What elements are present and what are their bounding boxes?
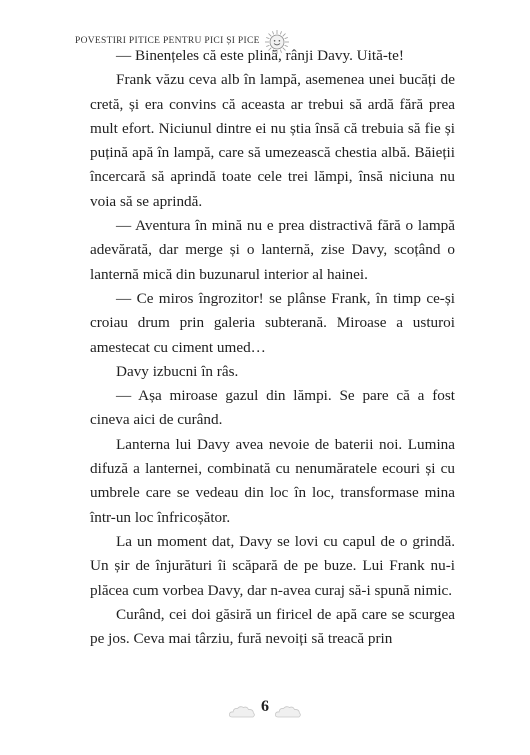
cloud-icon [228, 704, 256, 720]
paragraph: Curând, cei doi găsiră un firicel de apă care se scurgea pe jos. Ceva mai târziu, fură nevoiți să treacă prin [90, 605, 455, 648]
paragraph: Frank văzu ceva alb în lampă, asemenea unei bucăți de cretă, și era convins că aceasta ar trebui să ardă fără prea mult efort. Niciunul dintre ei nu știa însă că trebuia să fie și puțină apă în lampă, care să umezească chestia albă. Băieții încercară să aprindă toate cele trei lămpi, însă niciuna nu voia să se aprindă. [90, 71, 455, 210]
paragraph: La un moment dat, Davy se lovi cu capul de o grindă. Un șir de înjurături îi scăpară de pe buze. Lui Frank nu-i plăcea cum vorbea Davy, dar n-avea curaj să-i spună nimic. [90, 532, 455, 599]
paragraph: — Așa miroase gazul din lămpi. Se pare că a fost cineva aici de curând. [90, 387, 455, 429]
paragraph: — Aventura în mină nu e prea distractivă fără o lampă adevărată, dar merge și o lanternă, zise Davy, scoțând o lanternă mică din buzunarul interior al hainei. [90, 217, 455, 283]
paragraph: Lanterna lui Davy avea nevoie de baterii noi. Lumina difuză a lanternei, combinată cu nenumăratele ecouri și cu umbrele care se vedeau din loc în loc, transformase mina într-un loc înfricoșător. [90, 435, 455, 526]
book-title: POVESTIRI PITICE PENTRU PICI ȘI PICE [75, 36, 260, 46]
body-text [90, 44, 455, 651]
cloud-icon [274, 704, 302, 720]
page-number: 6 [261, 698, 269, 715]
paragraph: — Binențeles că este plină, rânji Davy. Uită-te! [116, 47, 404, 64]
paragraph: Davy izbucni în râs. [116, 362, 239, 380]
paragraph: — Ce miros îngrozitor! se plânse Frank, în timp ce-și croiau drum prin galeria subterană. Miroase a usturoi amestecat cu ciment umed… [90, 289, 455, 356]
page-footer [228, 698, 302, 722]
